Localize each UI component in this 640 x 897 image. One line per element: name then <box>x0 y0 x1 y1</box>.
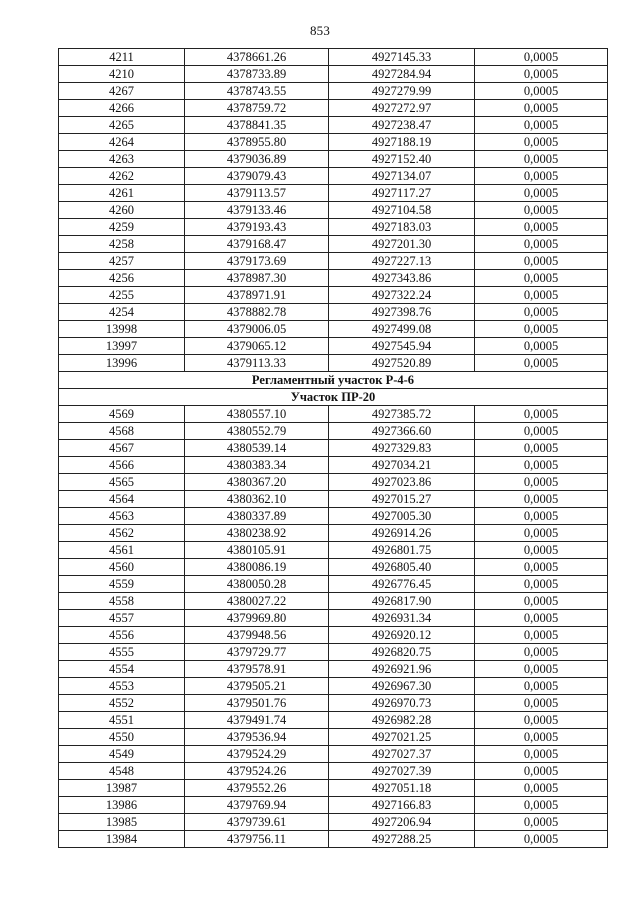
point-number-cell: 4265 <box>59 117 185 134</box>
table-row <box>59 168 608 185</box>
y-coordinate-cell: 4927188.19 <box>329 134 475 151</box>
y-coordinate-cell: 4927238.47 <box>329 117 475 134</box>
point-number-cell: 4556 <box>59 627 185 644</box>
x-coordinate-cell: 4380050.28 <box>185 576 329 593</box>
table-row <box>59 100 608 117</box>
x-coordinate-cell: 4379536.94 <box>185 729 329 746</box>
table-body-lower <box>59 406 608 848</box>
y-coordinate-cell: 4927023.86 <box>329 474 475 491</box>
precision-cell: 0,0005 <box>475 576 608 593</box>
point-number-cell: 4564 <box>59 491 185 508</box>
precision-cell: 0,0005 <box>475 678 608 695</box>
table-row <box>59 780 608 797</box>
x-coordinate-cell: 4378955.80 <box>185 134 329 151</box>
x-coordinate-cell: 4378841.35 <box>185 117 329 134</box>
x-coordinate-cell: 4380086.19 <box>185 559 329 576</box>
point-number-cell: 4254 <box>59 304 185 321</box>
x-coordinate-cell: 4379006.05 <box>185 321 329 338</box>
y-coordinate-cell: 4926967.30 <box>329 678 475 695</box>
precision-cell: 0,0005 <box>475 525 608 542</box>
point-number-cell: 4266 <box>59 100 185 117</box>
x-coordinate-cell: 4378971.91 <box>185 287 329 304</box>
section-title-regulated-area: Регламентный участок Р-4-6 <box>59 372 608 389</box>
precision-cell: 0,0005 <box>475 831 608 848</box>
precision-cell: 0,0005 <box>475 202 608 219</box>
x-coordinate-cell: 4379173.69 <box>185 253 329 270</box>
table-row <box>59 440 608 457</box>
y-coordinate-cell: 4927206.94 <box>329 814 475 831</box>
precision-cell: 0,0005 <box>475 236 608 253</box>
table-row <box>59 525 608 542</box>
precision-cell: 0,0005 <box>475 661 608 678</box>
table-row <box>59 270 608 287</box>
x-coordinate-cell: 4379168.47 <box>185 236 329 253</box>
precision-cell: 0,0005 <box>475 338 608 355</box>
table-row <box>59 117 608 134</box>
y-coordinate-cell: 4927015.27 <box>329 491 475 508</box>
table-row <box>59 236 608 253</box>
precision-cell: 0,0005 <box>475 270 608 287</box>
point-number-cell: 4256 <box>59 270 185 287</box>
precision-cell: 0,0005 <box>475 117 608 134</box>
precision-cell: 0,0005 <box>475 219 608 236</box>
table-row <box>59 423 608 440</box>
point-number-cell: 4267 <box>59 83 185 100</box>
table-row <box>59 338 608 355</box>
y-coordinate-cell: 4926820.75 <box>329 644 475 661</box>
table-row <box>59 406 608 423</box>
precision-cell: 0,0005 <box>475 423 608 440</box>
y-coordinate-cell: 4927279.99 <box>329 83 475 100</box>
point-number-cell: 4260 <box>59 202 185 219</box>
table-row <box>59 66 608 83</box>
table-row <box>59 576 608 593</box>
precision-cell: 0,0005 <box>475 746 608 763</box>
x-coordinate-cell: 4380238.92 <box>185 525 329 542</box>
point-number-cell: 4550 <box>59 729 185 746</box>
precision-cell: 0,0005 <box>475 559 608 576</box>
table-row <box>59 831 608 848</box>
precision-cell: 0,0005 <box>475 185 608 202</box>
point-number-cell: 4560 <box>59 559 185 576</box>
table-row <box>59 134 608 151</box>
y-coordinate-cell: 4927027.37 <box>329 746 475 763</box>
point-number-cell: 4555 <box>59 644 185 661</box>
precision-cell: 0,0005 <box>475 593 608 610</box>
point-number-cell: 4548 <box>59 763 185 780</box>
x-coordinate-cell: 4379193.43 <box>185 219 329 236</box>
x-coordinate-cell: 4379113.57 <box>185 185 329 202</box>
table-row <box>59 661 608 678</box>
point-number-cell: 4211 <box>59 49 185 66</box>
x-coordinate-cell: 4379036.89 <box>185 151 329 168</box>
x-coordinate-cell: 4379969.80 <box>185 610 329 627</box>
x-coordinate-cell: 4379133.46 <box>185 202 329 219</box>
precision-cell: 0,0005 <box>475 780 608 797</box>
table-row <box>59 559 608 576</box>
x-coordinate-cell: 4379756.11 <box>185 831 329 848</box>
x-coordinate-cell: 4379079.43 <box>185 168 329 185</box>
table-row <box>59 610 608 627</box>
x-coordinate-cell: 4379948.56 <box>185 627 329 644</box>
point-number-cell: 4261 <box>59 185 185 202</box>
x-coordinate-cell: 4380552.79 <box>185 423 329 440</box>
point-number-cell: 4552 <box>59 695 185 712</box>
x-coordinate-cell: 4379524.26 <box>185 763 329 780</box>
precision-cell: 0,0005 <box>475 729 608 746</box>
x-coordinate-cell: 4378759.72 <box>185 100 329 117</box>
y-coordinate-cell: 4926776.45 <box>329 576 475 593</box>
table-row <box>59 814 608 831</box>
precision-cell: 0,0005 <box>475 542 608 559</box>
point-number-cell: 4259 <box>59 219 185 236</box>
section-headers <box>59 372 608 406</box>
point-number-cell: 4565 <box>59 474 185 491</box>
precision-cell: 0,0005 <box>475 100 608 117</box>
table-row <box>59 49 608 66</box>
point-number-cell: 4264 <box>59 134 185 151</box>
precision-cell: 0,0005 <box>475 797 608 814</box>
table-row <box>59 627 608 644</box>
x-coordinate-cell: 4378882.78 <box>185 304 329 321</box>
precision-cell: 0,0005 <box>475 49 608 66</box>
precision-cell: 0,0005 <box>475 508 608 525</box>
y-coordinate-cell: 4927545.94 <box>329 338 475 355</box>
table-row <box>59 355 608 372</box>
y-coordinate-cell: 4927117.27 <box>329 185 475 202</box>
x-coordinate-cell: 4379739.61 <box>185 814 329 831</box>
section-row <box>59 372 608 389</box>
y-coordinate-cell: 4927366.60 <box>329 423 475 440</box>
precision-cell: 0,0005 <box>475 66 608 83</box>
table-row <box>59 797 608 814</box>
point-number-cell: 4549 <box>59 746 185 763</box>
y-coordinate-cell: 4927201.30 <box>329 236 475 253</box>
y-coordinate-cell: 4927343.86 <box>329 270 475 287</box>
precision-cell: 0,0005 <box>475 168 608 185</box>
table-row <box>59 457 608 474</box>
y-coordinate-cell: 4927051.18 <box>329 780 475 797</box>
x-coordinate-cell: 4380027.22 <box>185 593 329 610</box>
table-row <box>59 542 608 559</box>
x-coordinate-cell: 4379501.76 <box>185 695 329 712</box>
y-coordinate-cell: 4927499.08 <box>329 321 475 338</box>
y-coordinate-cell: 4927027.39 <box>329 763 475 780</box>
precision-cell: 0,0005 <box>475 406 608 423</box>
precision-cell: 0,0005 <box>475 134 608 151</box>
section-title-plot: Участок ПР-20 <box>59 389 608 406</box>
precision-cell: 0,0005 <box>475 712 608 729</box>
table-row <box>59 695 608 712</box>
x-coordinate-cell: 4378743.55 <box>185 83 329 100</box>
table-row <box>59 185 608 202</box>
point-number-cell: 4567 <box>59 440 185 457</box>
table-body-upper <box>59 49 608 372</box>
point-number-cell: 4566 <box>59 457 185 474</box>
y-coordinate-cell: 4927288.25 <box>329 831 475 848</box>
y-coordinate-cell: 4927005.30 <box>329 508 475 525</box>
table-row <box>59 644 608 661</box>
point-number-cell: 13984 <box>59 831 185 848</box>
point-number-cell: 13985 <box>59 814 185 831</box>
x-coordinate-cell: 4379578.91 <box>185 661 329 678</box>
page-number: 853 <box>309 23 331 38</box>
point-number-cell: 4263 <box>59 151 185 168</box>
point-number-cell: 4568 <box>59 423 185 440</box>
precision-cell: 0,0005 <box>475 83 608 100</box>
y-coordinate-cell: 4926801.75 <box>329 542 475 559</box>
point-number-cell: 13986 <box>59 797 185 814</box>
x-coordinate-cell: 4379065.12 <box>185 338 329 355</box>
y-coordinate-cell: 4927227.13 <box>329 253 475 270</box>
x-coordinate-cell: 4378733.89 <box>185 66 329 83</box>
x-coordinate-cell: 4380557.10 <box>185 406 329 423</box>
precision-cell: 0,0005 <box>475 491 608 508</box>
x-coordinate-cell: 4379113.33 <box>185 355 329 372</box>
y-coordinate-cell: 4927021.25 <box>329 729 475 746</box>
y-coordinate-cell: 4926914.26 <box>329 525 475 542</box>
precision-cell: 0,0005 <box>475 763 608 780</box>
x-coordinate-cell: 4379491.74 <box>185 712 329 729</box>
y-coordinate-cell: 4926970.73 <box>329 695 475 712</box>
point-number-cell: 4262 <box>59 168 185 185</box>
precision-cell: 0,0005 <box>475 610 608 627</box>
y-coordinate-cell: 4927284.94 <box>329 66 475 83</box>
point-number-cell: 4563 <box>59 508 185 525</box>
precision-cell: 0,0005 <box>475 474 608 491</box>
x-coordinate-cell: 4379729.77 <box>185 644 329 661</box>
point-number-cell: 4562 <box>59 525 185 542</box>
point-number-cell: 4557 <box>59 610 185 627</box>
precision-cell: 0,0005 <box>475 321 608 338</box>
point-number-cell: 4559 <box>59 576 185 593</box>
table-row <box>59 712 608 729</box>
precision-cell: 0,0005 <box>475 287 608 304</box>
y-coordinate-cell: 4927272.97 <box>329 100 475 117</box>
precision-cell: 0,0005 <box>475 253 608 270</box>
table-row <box>59 746 608 763</box>
table-row <box>59 287 608 304</box>
point-number-cell: 4258 <box>59 236 185 253</box>
y-coordinate-cell: 4927398.76 <box>329 304 475 321</box>
x-coordinate-cell: 4380105.91 <box>185 542 329 559</box>
precision-cell: 0,0005 <box>475 440 608 457</box>
table-row <box>59 474 608 491</box>
x-coordinate-cell: 4379552.26 <box>185 780 329 797</box>
coordinates-table <box>58 48 608 848</box>
y-coordinate-cell: 4926817.90 <box>329 593 475 610</box>
precision-cell: 0,0005 <box>475 304 608 321</box>
x-coordinate-cell: 4379769.94 <box>185 797 329 814</box>
table-row <box>59 83 608 100</box>
point-number-cell: 4255 <box>59 287 185 304</box>
table-row <box>59 253 608 270</box>
table-row <box>59 151 608 168</box>
x-coordinate-cell: 4379505.21 <box>185 678 329 695</box>
point-number-cell: 4558 <box>59 593 185 610</box>
table-row <box>59 321 608 338</box>
point-number-cell: 4210 <box>59 66 185 83</box>
y-coordinate-cell: 4926982.28 <box>329 712 475 729</box>
point-number-cell: 13987 <box>59 780 185 797</box>
point-number-cell: 13998 <box>59 321 185 338</box>
table-row <box>59 202 608 219</box>
y-coordinate-cell: 4926931.34 <box>329 610 475 627</box>
table-row <box>59 219 608 236</box>
x-coordinate-cell: 4378987.30 <box>185 270 329 287</box>
y-coordinate-cell: 4927152.40 <box>329 151 475 168</box>
y-coordinate-cell: 4927104.58 <box>329 202 475 219</box>
table-row <box>59 304 608 321</box>
point-number-cell: 4551 <box>59 712 185 729</box>
precision-cell: 0,0005 <box>475 151 608 168</box>
precision-cell: 0,0005 <box>475 814 608 831</box>
table-row <box>59 729 608 746</box>
y-coordinate-cell: 4926921.96 <box>329 661 475 678</box>
section-row <box>59 389 608 406</box>
y-coordinate-cell: 4927134.07 <box>329 168 475 185</box>
y-coordinate-cell: 4927385.72 <box>329 406 475 423</box>
precision-cell: 0,0005 <box>475 627 608 644</box>
y-coordinate-cell: 4927329.83 <box>329 440 475 457</box>
y-coordinate-cell: 4926920.12 <box>329 627 475 644</box>
point-number-cell: 4554 <box>59 661 185 678</box>
x-coordinate-cell: 4380383.34 <box>185 457 329 474</box>
point-number-cell: 4561 <box>59 542 185 559</box>
y-coordinate-cell: 4927183.03 <box>329 219 475 236</box>
x-coordinate-cell: 4380539.14 <box>185 440 329 457</box>
x-coordinate-cell: 4380367.20 <box>185 474 329 491</box>
point-number-cell: 13997 <box>59 338 185 355</box>
y-coordinate-cell: 4927166.83 <box>329 797 475 814</box>
table-row <box>59 678 608 695</box>
y-coordinate-cell: 4927520.89 <box>329 355 475 372</box>
precision-cell: 0,0005 <box>475 644 608 661</box>
table-row <box>59 508 608 525</box>
x-coordinate-cell: 4380337.89 <box>185 508 329 525</box>
precision-cell: 0,0005 <box>475 695 608 712</box>
x-coordinate-cell: 4379524.29 <box>185 746 329 763</box>
y-coordinate-cell: 4926805.40 <box>329 559 475 576</box>
precision-cell: 0,0005 <box>475 457 608 474</box>
x-coordinate-cell: 4378661.26 <box>185 49 329 66</box>
y-coordinate-cell: 4927322.24 <box>329 287 475 304</box>
y-coordinate-cell: 4927145.33 <box>329 49 475 66</box>
point-number-cell: 13996 <box>59 355 185 372</box>
point-number-cell: 4569 <box>59 406 185 423</box>
point-number-cell: 4553 <box>59 678 185 695</box>
precision-cell: 0,0005 <box>475 355 608 372</box>
table-row <box>59 763 608 780</box>
y-coordinate-cell: 4927034.21 <box>329 457 475 474</box>
table-row <box>59 491 608 508</box>
point-number-cell: 4257 <box>59 253 185 270</box>
x-coordinate-cell: 4380362.10 <box>185 491 329 508</box>
table-row <box>59 593 608 610</box>
